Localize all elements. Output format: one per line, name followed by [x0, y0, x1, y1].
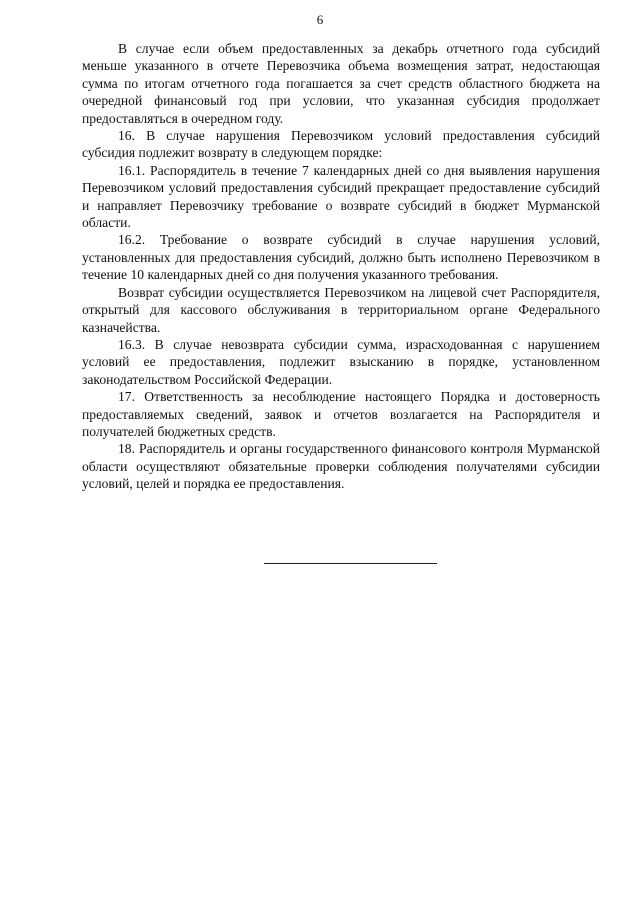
paragraph-17: 17. Ответственность за несоблюдение настоящего Порядка и достоверность предоставляемых сведений, заявок и отчетов возлагается на Распорядителя и получателей бюджетных средств.	[82, 389, 600, 439]
paragraph-16-2: 16.2. Требование о возврате субсидий в случае нарушения условий, установленных для предоставления субсидий, должно быть исполнено Перевозчиком в течение 10 календарных дней со дня получения указанного требования.	[82, 232, 600, 283]
end-of-document-rule	[264, 563, 437, 564]
paragraph-16-violation: 16. В случае нарушения Перевозчиком условий предоставления субсидий субсидия подлежит возврату в следующем порядке:	[82, 128, 600, 161]
page-number: 6	[316, 12, 324, 27]
paragraph-16-3: 16.3. В случае невозврата субсидии сумма, израсходованная с нарушением условий ее предоставления, подлежит взысканию в порядке, установленном законодательством Российской Федерации.	[82, 336, 600, 387]
paragraph-16-1: 16.1. Распорядитель в течение 7 календарных дней со дня выявления нарушения Перевозчиком условий предоставления субсидий прекращает предоставление субсидий и направляет Перевозчику требование о возврате субсидий в бюджет Мурманской области.	[82, 162, 600, 231]
document-body	[82, 40, 600, 493]
paragraph-18: 18. Распорядитель и органы государственного финансового контроля Мурманской области осуществляют обязательные проверки соблюдения получателями субсидии условий, целей и порядка ее предоставления.	[82, 441, 600, 492]
paragraph-refund-account: Возврат субсидии осуществляется Перевозчиком на лицевой счет Распорядителя, открытый для кассового обслуживания в территориальном органе Федерального казначейства.	[82, 284, 600, 335]
paragraph-deficit-subsidy: В случае если объем предоставленных за декабрь отчетного года субсидий меньше указанного в отчете Перевозчика объема возмещения затрат, недостающая сумма по итогам отчетного года погашается за счет средств областного бюджета на очередной финансовый год при условии, что указанная субсидия продолжает предоставляться в очередном году.	[82, 41, 600, 126]
